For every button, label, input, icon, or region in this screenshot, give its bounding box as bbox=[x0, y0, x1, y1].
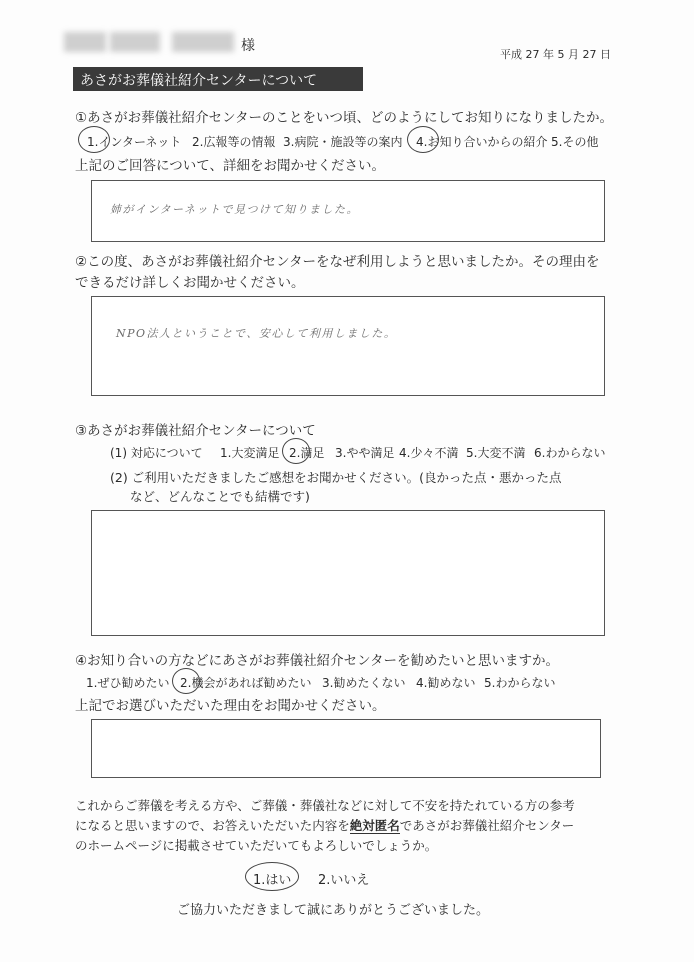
q4-option-3[interactable]: 3.勧めたくない bbox=[322, 676, 406, 690]
q3-option-1[interactable]: 1.大変満足 bbox=[220, 446, 280, 460]
q3-option-3[interactable]: 3.やや満足 bbox=[335, 446, 395, 460]
closing-line2 bbox=[75, 816, 574, 834]
honorific-suffix: 様 bbox=[241, 38, 255, 54]
q1-handwritten-answer: 姉がインターネットで見つけて知りました。 bbox=[110, 203, 360, 216]
q3-answer-box[interactable] bbox=[91, 510, 605, 636]
q3-selection-circle-2 bbox=[282, 438, 310, 464]
redacted-name-part-1 bbox=[64, 32, 106, 52]
redacted-name-part-2 bbox=[110, 32, 160, 52]
q4-option-1[interactable]: 1.ぜひ勧めたい bbox=[86, 676, 170, 690]
q1-question: ①あさがお葬儀社紹介センターのことをいつ頃、どのようにしてお知りになりましたか。 bbox=[75, 110, 614, 126]
consent-yes-circle bbox=[245, 862, 299, 891]
q3-sub2-line2: など、どんなことでも結構です) bbox=[130, 489, 310, 504]
q2-question-line1: ②この度、あさがお葬儀社紹介センターをなぜ利用しようと思いましたか。その理由を bbox=[75, 254, 600, 270]
q1-detail-prompt: 上記のご回答について、詳細をお聞かせください。 bbox=[75, 158, 385, 174]
q1-option-2[interactable]: 2.広報等の情報 bbox=[192, 135, 276, 149]
q3-option-2[interactable]: 2.満足 bbox=[289, 446, 325, 460]
q3-sub2-line1: (2) ご利用いただきましたご感想をお聞かせください。(良かった点・悪かった点 bbox=[110, 470, 562, 485]
q1-selection-circle-4 bbox=[407, 126, 439, 153]
q2-question-line2: できるだけ詳しくお聞かせください。 bbox=[75, 275, 305, 291]
q4-selection-circle-2 bbox=[172, 668, 200, 694]
q4-question: ④お知り合いの方などにあさがお葬儀社紹介センターを勧めたいと思いますか。 bbox=[75, 653, 560, 669]
q2-handwritten-answer: NPO法人ということで、安心して利用しました。 bbox=[116, 327, 397, 340]
q3-option-5[interactable]: 5.大変不満 bbox=[466, 446, 526, 460]
q4-option-2[interactable]: 2.機会があれば勧めたい bbox=[180, 676, 312, 690]
consent-yes-option[interactable]: 1.はい bbox=[253, 873, 292, 888]
q1-option-1[interactable]: 1.インターネット bbox=[87, 135, 182, 149]
q1-option-4[interactable]: 4.お知り合いからの紹介 bbox=[416, 135, 548, 149]
anonymity-emphasis: 絶対匿名 bbox=[349, 818, 400, 833]
q4-answer-box[interactable] bbox=[91, 719, 601, 778]
q2-answer-box[interactable] bbox=[91, 296, 605, 396]
date: 平成 27 年 5 月 27 日 bbox=[500, 48, 611, 61]
q3-question: ③あさがお葬儀社紹介センターについて bbox=[75, 423, 316, 439]
q4-option-4[interactable]: 4.勧めない bbox=[416, 676, 476, 690]
q4-reason-prompt: 上記でお選びいただいた理由をお聞かせください。 bbox=[75, 698, 386, 714]
consent-no-option[interactable]: 2.いいえ bbox=[318, 873, 370, 888]
closing-line2-pre: になると思いますので、お答えいただいた内容を bbox=[75, 818, 350, 833]
thanks-message: ご協力いただきまして誠にありがとうございました。 bbox=[177, 903, 490, 918]
redacted-name-part-3 bbox=[172, 32, 234, 52]
closing-line2-post: であさがお葬儀社紹介センター bbox=[399, 818, 575, 833]
q1-selection-circle-1 bbox=[78, 126, 110, 153]
closing-line3: のホームページに掲載させていただいてもよろしいでしょうか。 bbox=[75, 838, 438, 853]
q3-option-6[interactable]: 6.わからない bbox=[534, 446, 606, 460]
q3-option-4[interactable]: 4.少々不満 bbox=[399, 446, 459, 460]
page-title: あさがお葬儀社紹介センターについて bbox=[80, 73, 318, 89]
q1-option-5[interactable]: 5.その他 bbox=[551, 135, 599, 149]
closing-line1: これからご葬儀を考える方や、ご葬儀・葬儀社などに対して不安を持たれている方の参考 bbox=[75, 798, 575, 813]
q1-option-3[interactable]: 3.病院・施設等の案内 bbox=[283, 135, 403, 149]
q3-sub1-label: (1) 対応について bbox=[110, 446, 203, 460]
q4-option-5[interactable]: 5.わからない bbox=[484, 676, 556, 690]
